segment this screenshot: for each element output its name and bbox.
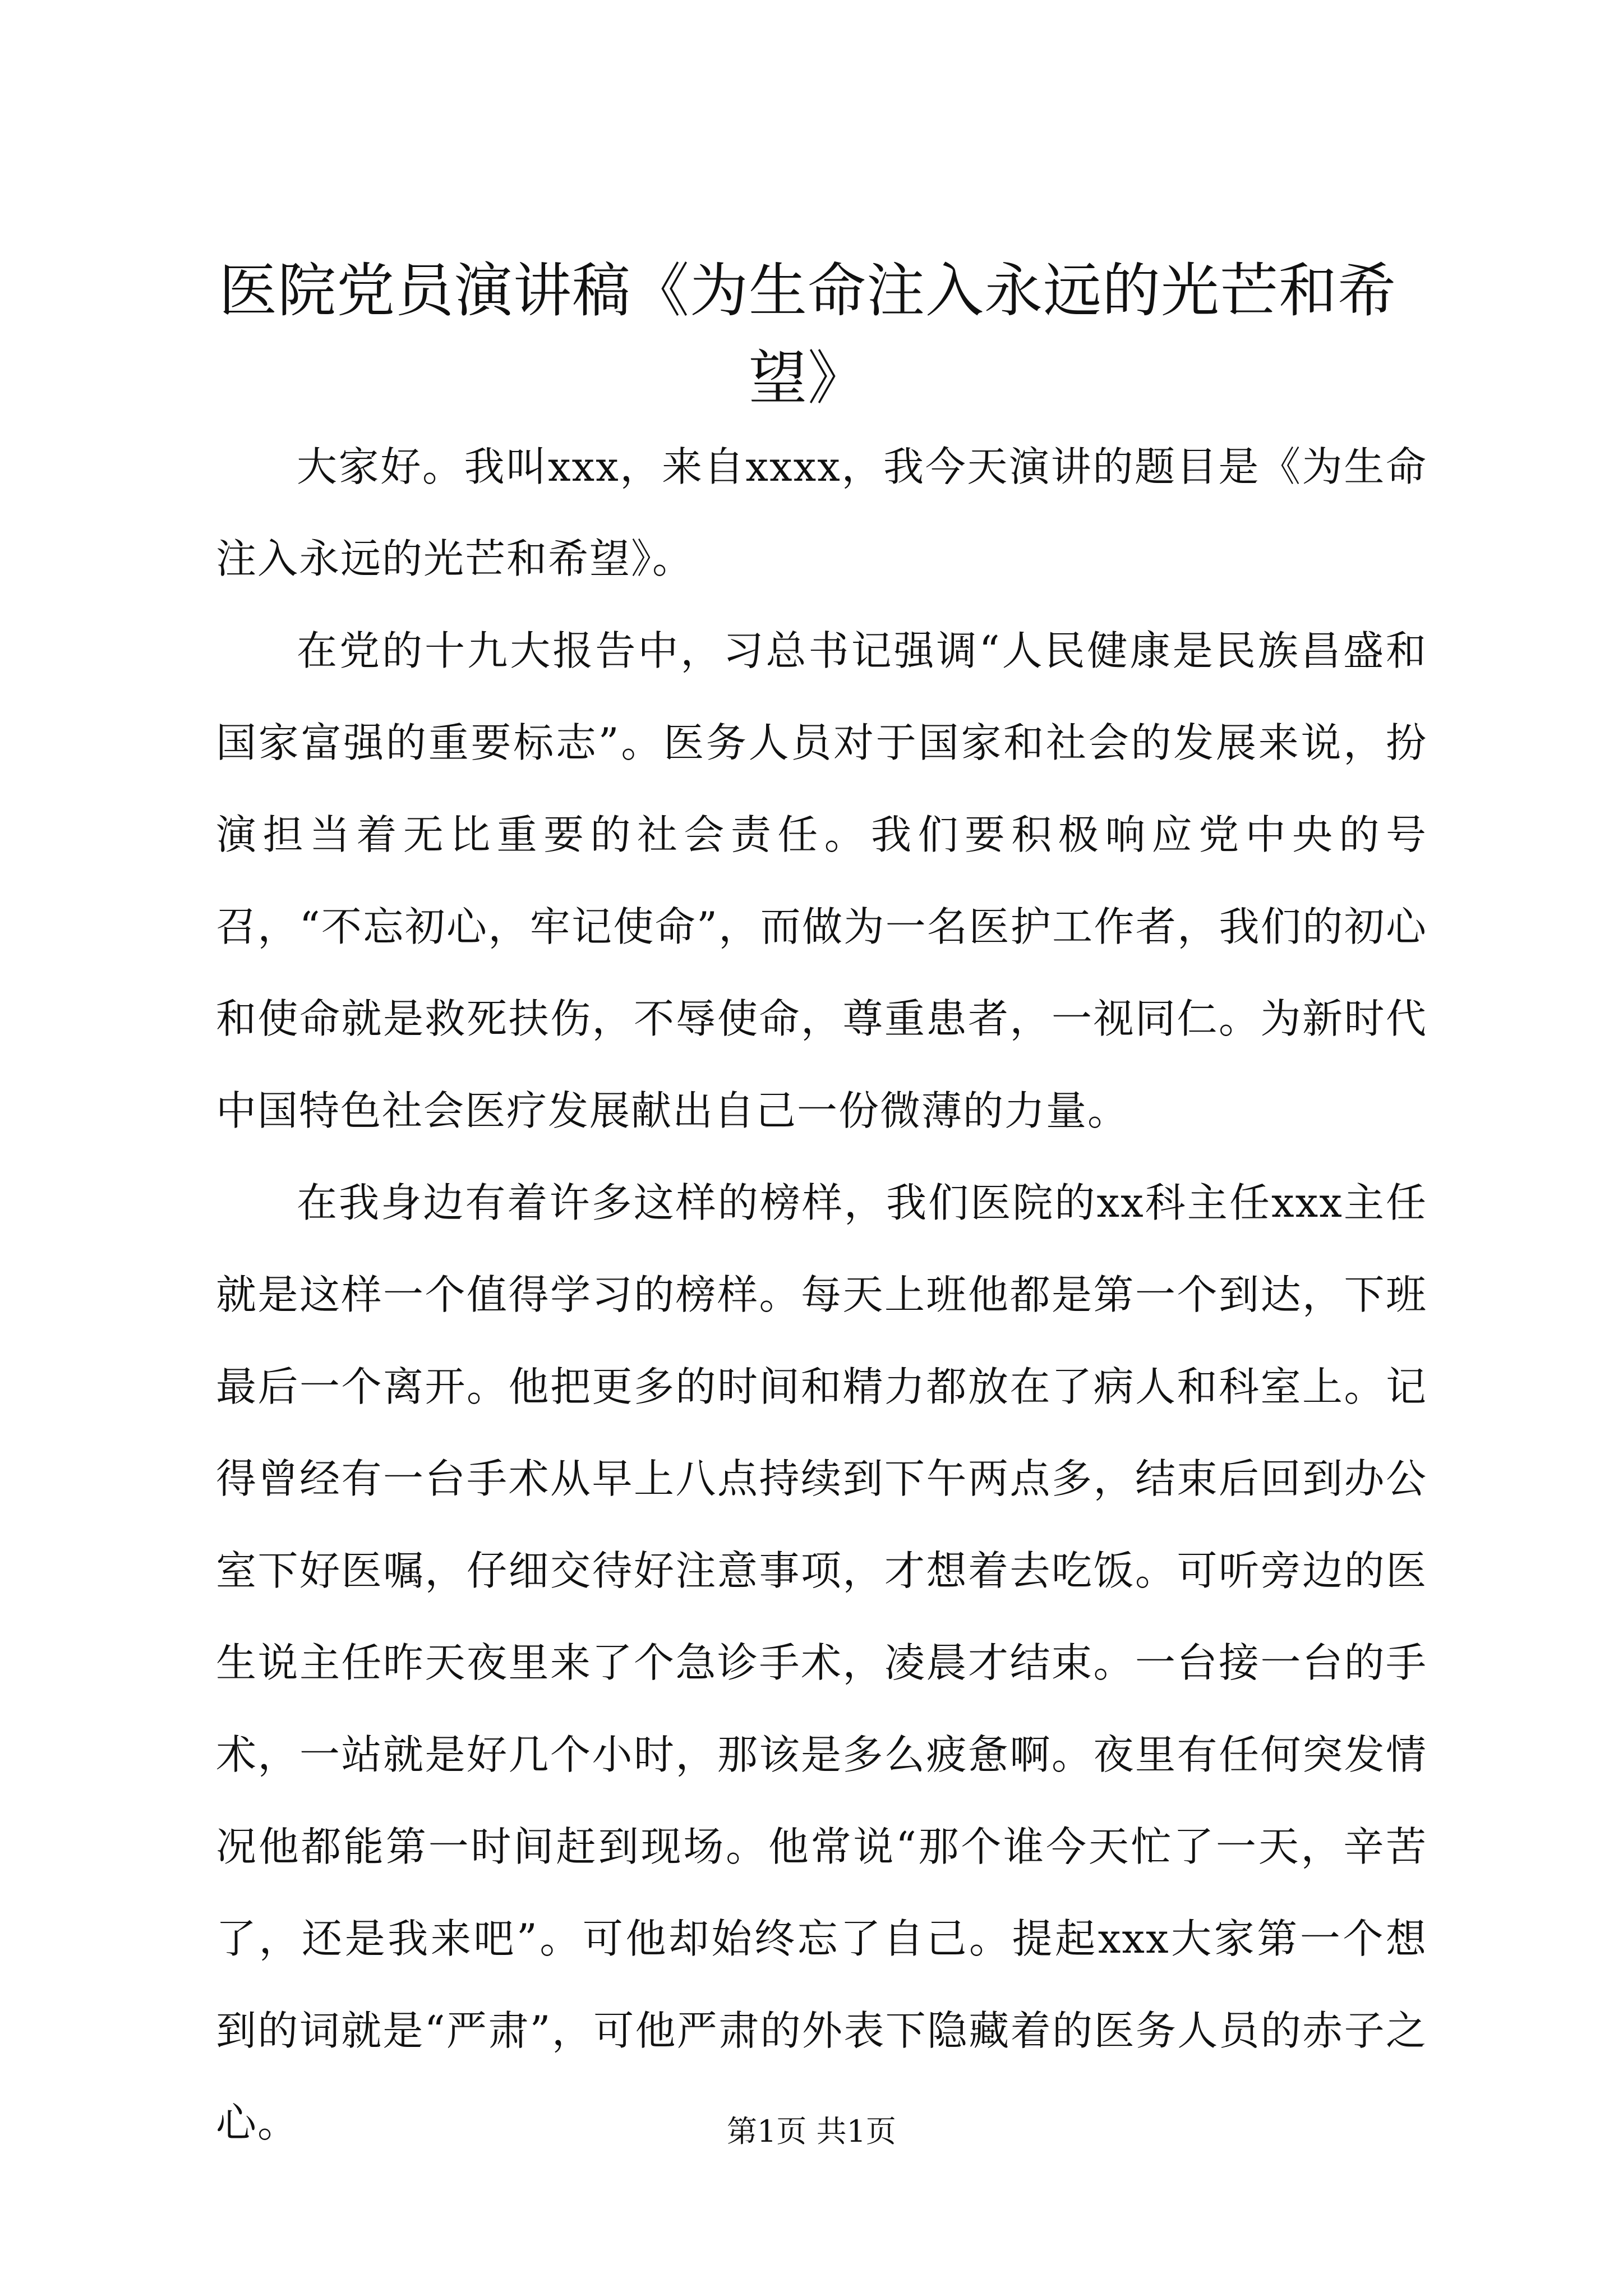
document-body (216, 421, 1427, 2169)
page-footer: 第1页 共1页 (727, 2114, 896, 2149)
paragraph-mission: 在党的十九大报告中，习总书记强调“人民健康是民族昌盛和国家富强的重要标志”。医务人员对于国家和社会的发展来说，扮演担当着无比重要的社会责任。我们要积极响应党中央的号召，“不忘初心，牢记使命”，而做为一名医护工作者，我们的初心和使命就是救死扶伤，不辱使命，尊重患者，一视同仁。为新时代中国特色社会医疗发展献出自己一份微薄的力量。 (216, 627, 1427, 1134)
document-title: 医院党员演讲稿《为生命注入永远的光芒和希望》 (218, 256, 1396, 412)
paragraph-role-model: 在我身边有着许多这样的榜样，我们医院的xx科主任xxx主任就是这样一个值得学习的榜样。每天上班他都是第一个到达，下班最后一个离开。他把更多的时间和精力都放在了病人和科室上。记得曾经有一台手术从早上八点持续到下午两点多，结束后回到办公室下好医嘱，仔细交待好注意事项，才想着去吃饭。可听旁边的医生说主任昨天夜里来了个急诊手术，凌晨才结束。一台接一台的手术，一站就是好几个小时，那该是多么疲惫啊。夜里有任何突发情况他都能第一时间赶到现场。他常说“那个谁今天忙了一天，辛苦了，还是我来吧”。可他却始终忘了自己。提起xxx大家第一个想到的词就是“严肃”，可他严肃的外表下隐藏着的医务人员的赤子之心。 (216, 1179, 1427, 2146)
paragraph-greeting: 大家好。我叫xxx，来自xxxx，我今天演讲的题目是《为生命注入永远的光芒和希望》。 (216, 443, 1427, 582)
